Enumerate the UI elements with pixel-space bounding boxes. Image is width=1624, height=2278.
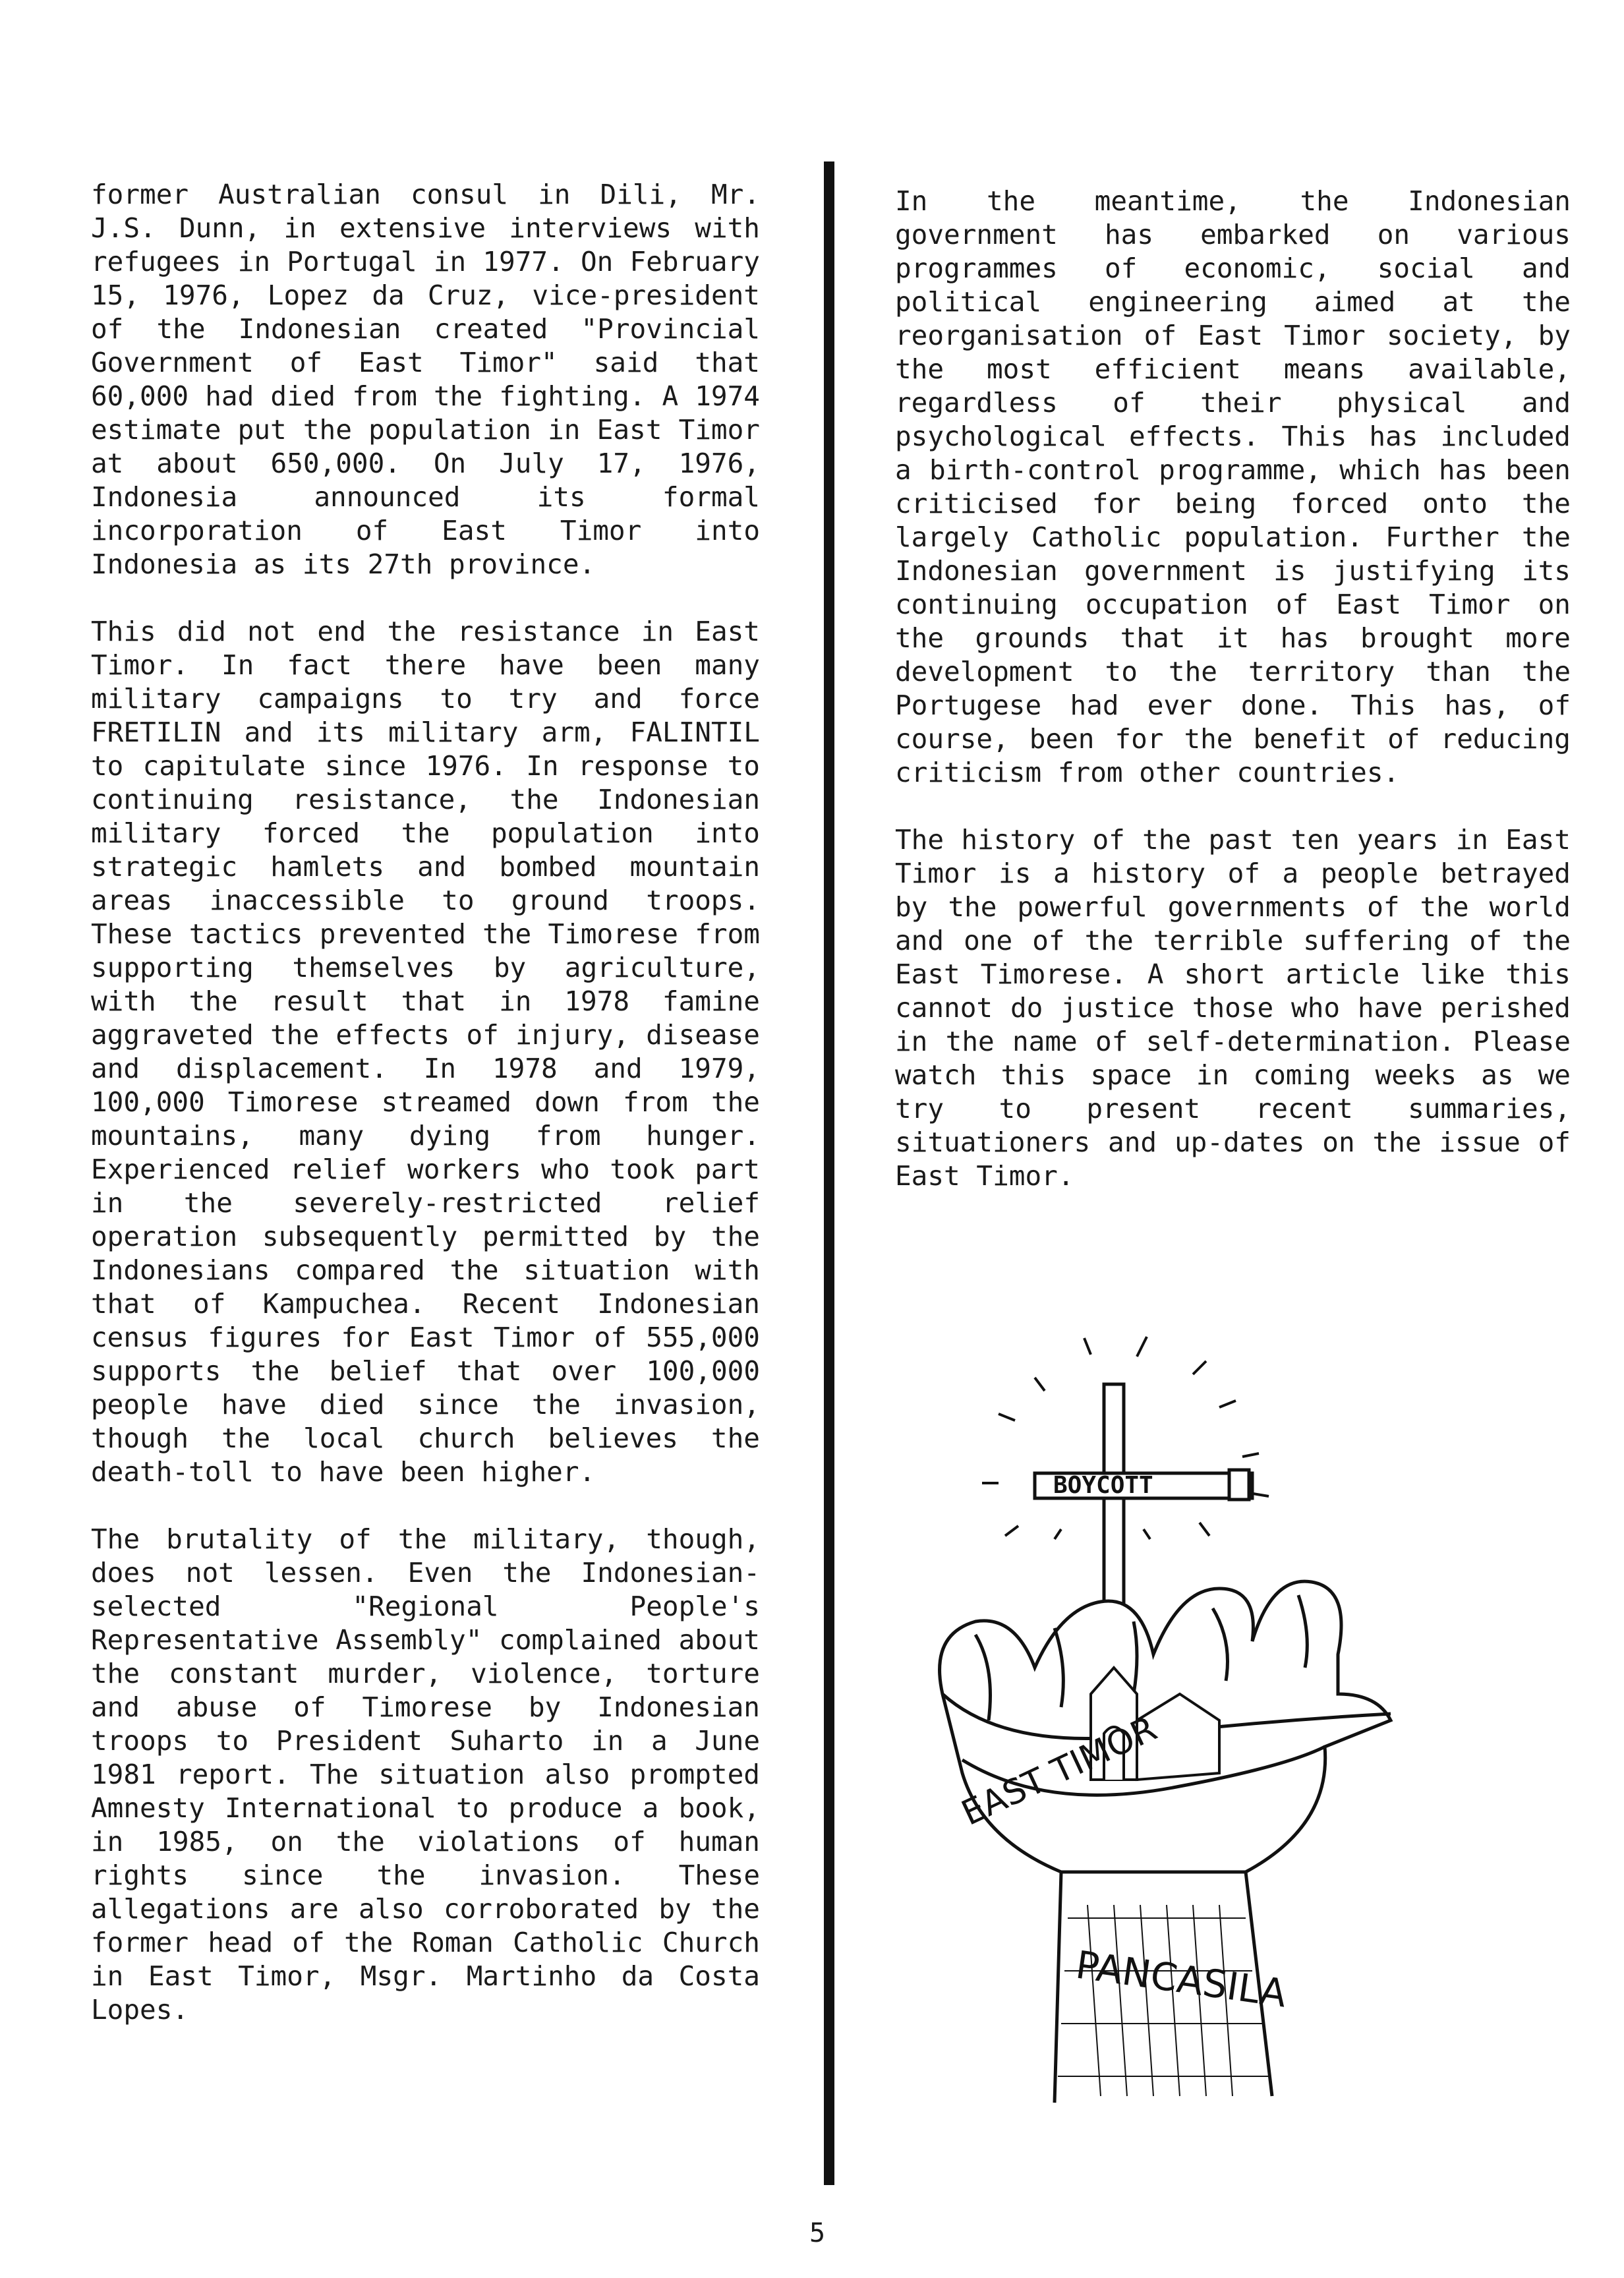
pancasila-text: PANCASILA [1073, 1942, 1290, 2016]
paragraph: This did not end the resistance in East Timor. In fact there have been many military campaigns to try and force FRETILIN and its military arm, FALINTIL to capitulate since 1976. In response to continuing resistance, the Indonesian military forced the population into strategic hamlets and bombed mountain areas inaccessible to ground troops. These tactics prevented the Timorese from supporting themselves by agriculture, with the result that in 1978 famine aggraveted the effects of injury, disease and displacement. In 1978 and 1979, 100,000 Timorese streamed down from the mountains, many dying from hunger. Experienced relief workers who took part in the severely-restricted relief operation subsequently permitted by the Indonesians compared the situation with that of Kampuchea. Recent Indonesian census figures for East Timor of 555,000 supports the belief that over 100,000 people have died since the invasion, though the local church believes the death-toll to have been higher. [91, 616, 760, 1488]
boycott-sign: BOYCOTT [1053, 1472, 1153, 1499]
paragraph: The history of the past ten years in East Timor is a history of a people betrayed by the powerful governments of the world and one of the terrible suffering of the East Timorese. A short article like this cannot do justice those who have perished in the name of self-determination. Please watch this space in coming weeks as we try to present recent summaries, situationers and up-dates on the issue of East Timor. [895, 824, 1571, 1192]
paragraph: The brutality of the military, though, does not lessen. Even the Indonesian-selected "Regional People's Representative Assembly" complained about the constant murder, violence, torture and abuse of Timorese by Indonesian troops to President Suharto in a June 1981 report. The situation also prompted Amnesty International to produce a book, in 1985, on the violations of human rights since the invasion. These allegations are also corroborated by the former head of the Roman Catholic Church in East Timor, Msgr. Martinho da Costa Lopes. [91, 1523, 760, 2026]
paragraph: In the meantime, the Indonesian government has embarked on various programmes of economic, social and political engineering aimed at the reorganisation of East Timor society, by the most efficient means available, regardless of their physical and psychological effects. This has included a birth-control programme, which has been criticised for being forced onto the largely Catholic population. Further the Indonesian government is justifying its continuing occupation of East Timor on the grounds that it has brought more development to the territory than the Portugese had ever done. This has, of course, been for the benefit of reducing criticism from other countries. [895, 185, 1571, 788]
page-number: 5 [809, 2218, 826, 2248]
paragraph: former Australian consul in Dili, Mr. J.S. Dunn, in extensive interviews with refugees in Portugal in 1977. On February 15, 1976, Lopez da Cruz, vice-president of the Indonesian created "Provincial Government of East Timor" said that 60,000 had died from the fighting. A 1974 estimate put the population in East Timor at about 650,000. On July 17, 1976, Indonesia announced its formal incorporation of East Timor into Indonesia as its 27th province. [91, 179, 760, 580]
right-column [895, 185, 1571, 1227]
fist-illustration [903, 1325, 1430, 2109]
fist [940, 1581, 1391, 2103]
banner-text: EAST TIMOR [956, 1708, 1163, 1834]
left-column [91, 178, 760, 2060]
column-divider [824, 161, 834, 2185]
